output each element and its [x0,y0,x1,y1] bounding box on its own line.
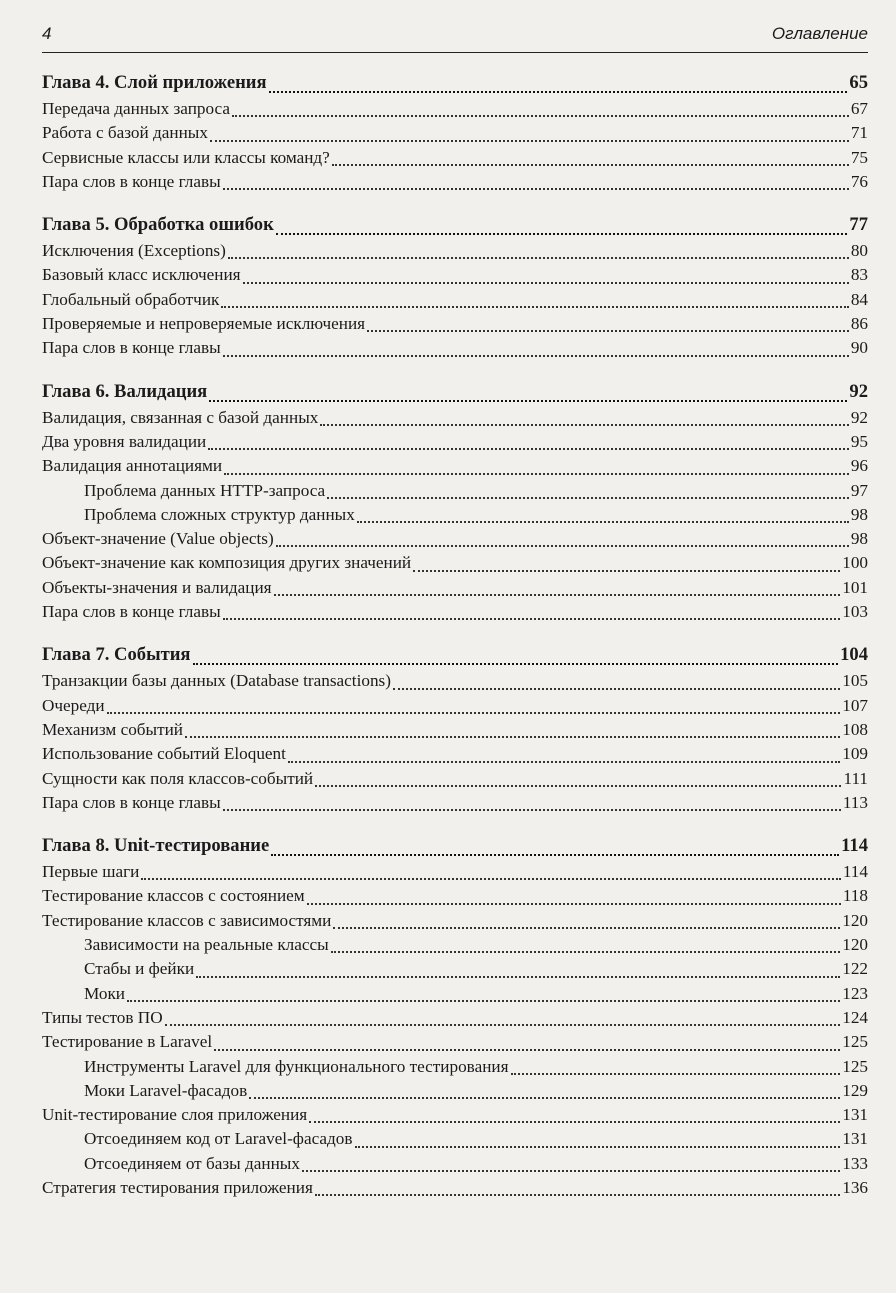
toc-entry-page: 111 [843,768,868,788]
dot-leader [315,1194,840,1196]
running-title: Оглавление [771,24,868,43]
toc-entry-title: Типы тестов ПО [42,1007,163,1027]
toc-entry-title: Глава 7. События [42,644,191,666]
toc-entry-page: 96 [850,456,868,476]
toc-entry-title: Сервисные классы или классы команд? [42,147,330,167]
toc-subsection-entry [42,959,868,983]
toc-section-entry [42,99,868,123]
toc-chapter-entry [42,214,868,241]
toc-entry-title: Пара слов в конце главы [42,792,221,812]
toc-entry-page: 107 [842,695,868,715]
toc-section-entry [42,432,868,456]
toc-entry-title: Валидация аннотациями [42,456,223,476]
toc-entry-title: Отсоединяем код от Laravel-фасадов [84,1129,353,1149]
toc-entry-title: Передача данных запроса [42,99,230,118]
dot-leader [165,1024,841,1026]
toc-subsection-entry [42,935,868,959]
toc-entry-page: 92 [850,407,868,427]
toc-section-entry [42,1008,868,1032]
dot-leader [320,424,848,426]
dot-leader [232,115,849,117]
toc-entry-title: Объект-значение как композиция других значений [42,553,412,573]
toc-entry-page: 104 [840,644,868,666]
dot-leader [107,712,841,714]
toc-entry-title: Глобальный обработчик [42,289,220,309]
toc-chapter-entry [42,835,868,862]
toc-section-entry [42,265,868,289]
toc-entry-page: 124 [842,1007,868,1027]
dot-leader [185,736,840,738]
dot-leader [243,282,849,284]
toc-entry-title: Объект-значение (Value objects) [42,529,274,549]
toc-entry-title: Проблема данных HTTP-запроса [84,480,326,500]
toc-entry-page: 67 [850,99,868,118]
page-header [42,22,868,53]
toc-section-entry [42,578,868,602]
toc-entry-title: Стабы и фейки [84,959,195,979]
toc-section-entry [42,886,868,910]
dot-leader [221,306,848,308]
toc-entry-page: 105 [842,671,868,691]
dot-leader [223,355,849,357]
toc-entry-title: Первые шаги [42,862,140,882]
toc-entry-title: Сущности как поля классов-событий [42,768,314,788]
dot-leader [367,330,849,332]
toc-entry-page: 80 [850,241,868,261]
toc-section-entry [42,671,868,695]
toc-entry-title: Транзакции базы данных (Database transactions) [42,671,391,691]
dot-leader [309,1121,840,1123]
dot-leader [332,164,849,166]
toc-entry-page: 133 [842,1153,868,1173]
toc-entry-page: 100 [842,553,868,573]
toc-entry-page: 101 [842,577,868,597]
toc-section-entry [42,123,868,147]
toc-entry-page: 76 [850,171,868,191]
dot-leader [276,233,848,235]
toc-entry-title: Работа с базой данных [42,123,208,143]
toc-entry-title: Стратегия тестирования приложения [42,1177,313,1197]
toc-entry-title: Моки [84,983,125,1003]
toc-section-entry [42,241,868,265]
toc-chapter-entry [42,381,868,408]
toc-entry-page: 109 [842,744,868,764]
toc-entry-title: Проблема сложных структур данных [84,504,355,524]
dot-leader [208,448,849,450]
toc-section-entry [42,1032,868,1056]
dot-leader [271,854,839,856]
dot-leader [274,594,841,596]
toc-entry-page: 125 [842,1056,868,1076]
dot-leader [331,951,841,953]
toc-entry-page: 136 [842,1177,868,1197]
toc-entry-title: Тестирование классов с зависимостями [42,910,332,930]
dot-leader [413,570,840,572]
toc-entry-title: Глава 5. Обработка ошибок [42,214,274,236]
toc-entry-page: 65 [849,72,868,93]
toc-subsection-entry [42,481,868,505]
toc-section-entry [42,862,868,886]
toc-entry-page: 122 [842,959,868,979]
toc-entry-title: Моки Laravel-фасадов [84,1080,248,1100]
toc-entry-page: 84 [850,289,868,309]
toc-entry-page: 129 [842,1080,868,1100]
toc-chapter-entry [42,644,868,671]
toc-entry-page: 114 [841,835,868,857]
dot-leader [249,1097,840,1099]
dot-leader [269,91,848,93]
toc-entry-page: 90 [850,338,868,358]
toc-subsection-entry [42,1081,868,1105]
dot-leader [357,521,849,523]
toc-entry-title: Использование событий Eloquent [42,744,286,764]
toc-subsection-entry [42,1154,868,1178]
toc-subsection-entry [42,505,868,529]
toc-entry-page: 98 [850,504,868,524]
dot-leader [141,878,841,880]
table-of-contents [42,72,868,1202]
dot-leader [209,400,847,402]
toc-entry-page: 118 [842,886,868,906]
toc-entry-title: Тестирование в Laravel [42,1032,213,1052]
dot-leader [210,140,849,142]
page-number: 4 [42,24,52,43]
toc-entry-title: Пара слов в конце главы [42,171,221,191]
toc-entry-page: 120 [842,910,868,930]
toc-section-entry [42,1178,868,1202]
dot-leader [224,473,849,475]
toc-entry-page: 86 [850,314,868,334]
toc-section-entry [42,529,868,553]
toc-entry-page: 108 [842,719,868,739]
toc-section-entry [42,172,868,196]
toc-entry-page: 113 [842,792,868,812]
toc-entry-page: 95 [850,431,868,451]
dot-leader [223,618,841,620]
toc-entry-title: Базовый класс исключения [42,265,241,285]
toc-entry-title: Отсоединяем от базы данных [84,1153,300,1173]
dot-leader [288,761,840,763]
toc-section-entry [42,148,868,172]
toc-entry-page: 98 [850,529,868,549]
toc-entry-title: Механизм событий [42,719,183,739]
dot-leader [127,1000,840,1002]
dot-leader [193,663,839,665]
toc-section-entry [42,290,868,314]
dot-leader [302,1170,840,1172]
toc-entry-page: 131 [842,1105,868,1125]
toc-section-entry [42,911,868,935]
toc-section-entry [42,314,868,338]
toc-section-entry [42,553,868,577]
toc-entry-page: 125 [842,1032,868,1052]
toc-entry-page: 120 [842,935,868,955]
dot-leader [276,545,849,547]
toc-entry-page: 71 [850,123,868,143]
dot-leader [196,976,840,978]
dot-leader [327,497,849,499]
toc-subsection-entry [42,984,868,1008]
toc-entry-page: 114 [842,862,868,882]
toc-entry-title: Объекты-значения и валидация [42,577,272,597]
toc-entry-page: 131 [842,1129,868,1149]
toc-entry-title: Очереди [42,695,105,715]
toc-entry-page: 103 [842,602,868,622]
toc-entry-title: Глава 8. Unit-тестирование [42,835,270,857]
toc-section-entry [42,338,868,362]
toc-entry-title: Исключения (Exceptions) [42,241,226,261]
toc-entry-title: Глава 4. Слой приложения [42,72,267,93]
toc-section-entry [42,769,868,793]
toc-section-entry [42,744,868,768]
toc-section-entry [42,1105,868,1129]
dot-leader [307,903,841,905]
dot-leader [223,188,849,190]
toc-entry-page: 92 [849,380,868,402]
toc-section-entry [42,720,868,744]
toc-section-entry [42,456,868,480]
toc-subsection-entry [42,1129,868,1153]
dot-leader [228,257,849,259]
toc-entry-title: Unit-тестирование слоя приложения [42,1105,308,1125]
dot-leader [355,1146,841,1148]
toc-entry-title: Валидация, связанная с базой данных [42,407,319,427]
toc-entry-title: Проверяемые и непроверяемые исключения [42,314,366,334]
toc-chapter-entry [42,72,868,99]
dot-leader [511,1073,841,1075]
toc-section-entry [42,696,868,720]
toc-entry-page: 75 [850,147,868,167]
toc-entry-page: 83 [850,265,868,285]
toc-section-entry [42,602,868,626]
toc-entry-page: 77 [849,214,868,236]
toc-entry-title: Зависимости на реальные классы [84,935,329,955]
toc-entry-page: 97 [850,480,868,500]
dot-leader [333,927,840,929]
toc-entry-title: Глава 6. Валидация [42,380,208,402]
toc-subsection-entry [42,1057,868,1081]
dot-leader [393,688,840,690]
dot-leader [223,809,841,811]
toc-entry-title: Два уровня валидации [42,431,207,451]
toc-entry-title: Инструменты Laravel для функционального тестирования [84,1056,509,1076]
toc-entry-title: Пара слов в конце главы [42,338,221,358]
dot-leader [315,785,841,787]
toc-section-entry [42,793,868,817]
toc-section-entry [42,408,868,432]
toc-entry-page: 123 [842,983,868,1003]
dot-leader [214,1049,840,1051]
toc-entry-title: Пара слов в конце главы [42,602,221,622]
toc-entry-title: Тестирование классов с состоянием [42,886,305,906]
